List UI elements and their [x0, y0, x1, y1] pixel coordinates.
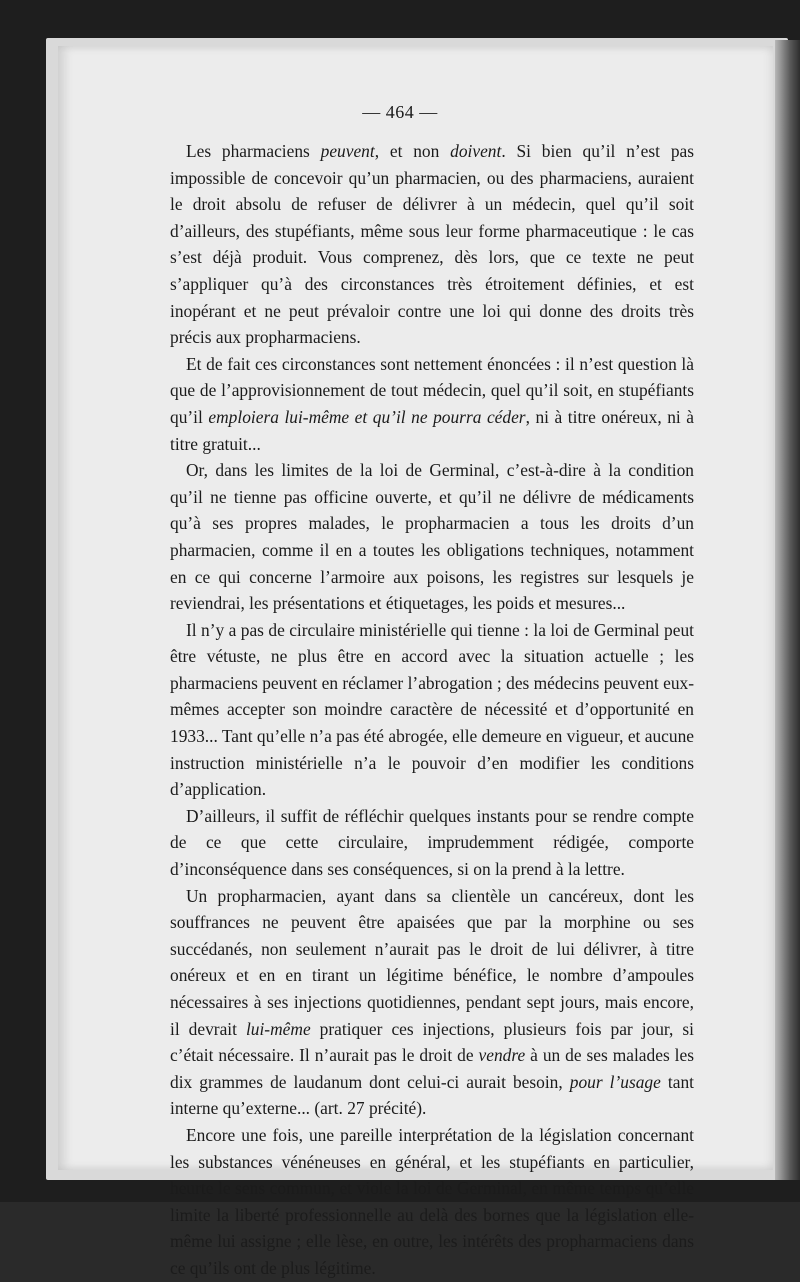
text-run: Les pharmaciens [186, 141, 321, 161]
paragraph-6 [170, 883, 694, 1122]
paragraph-5 [170, 803, 694, 883]
body-text [170, 138, 694, 1282]
text-run: à un de ses malades les dix grammes de laudanum dont celui-ci aurait besoin, [170, 1045, 694, 1092]
italic-run: vendre [478, 1045, 526, 1066]
text-run: Et de fait ces circonstances sont nettement énoncées : il n’est question là que de l’approvisionnement de tout médecin, quel qu’il soit, en stupéfiants qu’il [170, 353, 694, 427]
italic-run: pour l’usage [569, 1071, 661, 1092]
text-run: Un propharmacien, ayant dans sa clientèle un cancéreux, dont les souffrances ne peuvent être apaisées que par la morphine ou ses succédanés, non seulement n’aurait pas le droit de lui délivrer, à titre onéreux et en en tirant un légitime bénéfice, le nombre d’ampoules nécessaires à ses injections quotidiennes, pendant sept jours, mais encore, il devrait [170, 885, 694, 1039]
text-run: D’ailleurs, il suffit de réfléchir quelques instants pour se rendre compte de ce que cette circulaire, imprudemment rédigée, comporte d’inconséquence dans ses conséquences, si on la prend à la lettre. [170, 805, 694, 880]
paragraph-3 [170, 457, 694, 617]
italic-run: lui-même [245, 1018, 311, 1039]
italic-run: peuvent [320, 141, 375, 161]
text-run: pratiquer ces injections, plusieurs fois par jour, si c’était nécessaire. Il n’aurait pas le droit de [170, 1018, 694, 1066]
text-run: , et non [374, 141, 451, 161]
text-run: tant interne qu’externe... (art. 27 précité). [170, 1071, 694, 1119]
paragraph-4 [170, 617, 694, 803]
text-run: . Si bien qu’il n’est pas impossible de concevoir qu’un pharmacien, ou des pharmaciens, auraient le droit absolu de refuser de délivrer à un médecin, quel qu’il soit d’ailleurs, des stupéfiants, même sous leur forme pharmaceutique : le cas s’est déjà produit. Vous comprenez, dès lors, que ce texte ne peut s’appliquer qu’à des circonstances très étroitement définies, et est inopérant et ne peut prévaloir contre une loi qui donne des droits très précis aux propharmaciens. [170, 141, 694, 348]
text-run: Encore une fois, une pareille interprétation de la législation concernant les substances vénéneuses en général, et les stupéfiants en particulier, heurte le sens commun, et viole la loi de Germinal, en même temps qu’elle limite la liberté professionnelle au delà des bornes que la législation elle-même lui assigne ; elle lèse, en outre, les intérêts des propharmaciens dans ce qu’ils ont de plus légitime. [170, 1124, 694, 1278]
text-run: Il n’y a pas de circulaire ministérielle qui tienne : la loi de Germinal peut être vétuste, ne plus être en accord avec la situation actuelle ; les pharmaciens peuvent en réclamer l’abrogation ; des médecins peuvent eux-mêmes accepter son moindre caractère de nécessité et d’opportunité en 1933... Tant qu’elle n’a pas été abrogée, elle demeure en vigueur, et aucune instruction ministérielle n’a le pouvoir d’en modifier les conditions d’application. [170, 619, 694, 800]
text-run: Or, dans les limites de la loi de Germinal, c’est-à-dire à la condition qu’il ne tienne pas officine ouverte, et qu’il ne délivre de médicaments qu’à ses propres malades, le propharmacien a tous les droits d’un pharmacien, comme il en a toutes les obligations techniques, notamment en ce qui concerne l’armoire aux poisons, les registres sur lesquels je reviendrai, les présentations et étiquetages, les poids et mesures... [170, 460, 694, 614]
paragraph-2 [170, 351, 694, 457]
italic-run: emploiera lui-même et qu’il ne pourra céder [208, 406, 526, 427]
italic-run: doivent [450, 141, 502, 161]
page-number: — 464 — [362, 102, 438, 122]
binding-shadow [775, 40, 800, 1180]
paragraph-1 [170, 138, 694, 351]
text-run: , ni à titre onéreux, ni à titre gratuit... [170, 406, 694, 454]
